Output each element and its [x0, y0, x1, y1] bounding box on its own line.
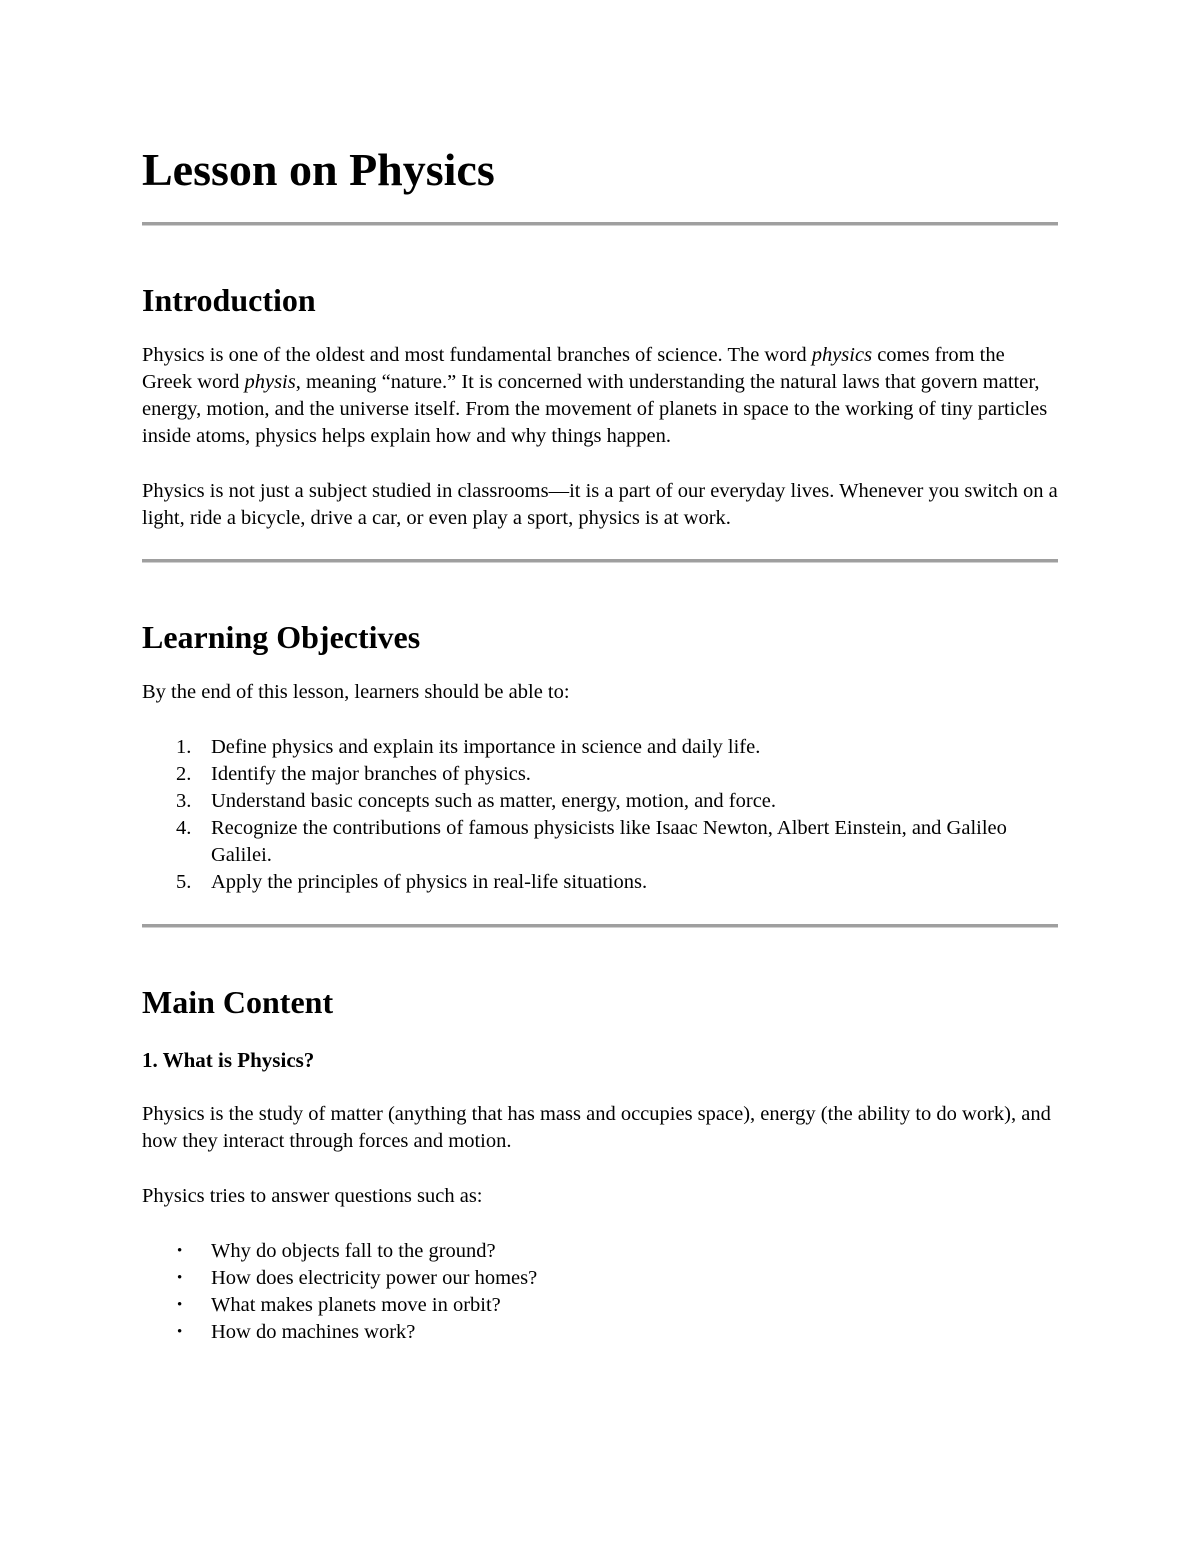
- list-item-text: Identify the major branches of physics.: [211, 763, 531, 785]
- list-item: [142, 761, 1058, 788]
- introduction-paragraph-1: [142, 342, 1058, 450]
- page-title: Lesson on Physics: [142, 144, 495, 195]
- bullet-icon: •: [177, 1324, 183, 1340]
- list-item: [142, 1238, 1058, 1265]
- bullet-icon: •: [177, 1270, 183, 1286]
- list-number: 2.: [176, 763, 192, 785]
- list-item: [142, 1292, 1058, 1319]
- list-item-text: Understand basic concepts such as matter, energy, motion, and force.: [211, 790, 777, 812]
- list-item-text: Apply the principles of physics in real-life situations.: [211, 871, 648, 893]
- subsection-heading: 1. What is Physics?: [142, 1048, 315, 1072]
- text-run: , meaning “nature.” It is concerned with understanding the natural laws that govern matter, energy, motion, and the universe itself. From the movement of planets in space to the working of tiny particles inside atoms, physics helps explain how and why things happen.: [142, 371, 1048, 447]
- text-run: Physics is one of the oldest and most fundamental branches of science. The word: [142, 344, 812, 366]
- list-item: [142, 869, 1058, 896]
- text-run: comes from the Greek word: [142, 344, 1005, 393]
- objectives-intro: By the end of this lesson, learners should be able to:: [142, 681, 570, 703]
- italic-term: physics: [811, 344, 873, 366]
- questions-list: [142, 1238, 1058, 1346]
- list-item: [142, 1265, 1058, 1292]
- list-item-text: Why do objects fall to the ground?: [211, 1240, 496, 1262]
- main-paragraph-1: Physics is the study of matter (anything that has mass and occupies space), energy (the ability to do work), and how they interact through forces and motion.: [142, 1103, 1051, 1152]
- main-content-heading: Main Content: [142, 984, 334, 1020]
- list-number: 5.: [176, 871, 192, 893]
- list-item: [142, 788, 1058, 815]
- list-item-text: Recognize the contributions of famous physicists like Isaac Newton, Albert Einstein, and Galileo Galilei.: [211, 817, 1007, 866]
- list-number: 1.: [176, 736, 192, 758]
- list-number: 4.: [176, 817, 192, 839]
- list-item: [142, 815, 1058, 869]
- list-item-text: How do machines work?: [211, 1321, 416, 1343]
- list-item-text: What makes planets move in orbit?: [211, 1294, 501, 1316]
- introduction-heading: Introduction: [142, 282, 316, 318]
- introduction-paragraph-2: Physics is not just a subject studied in classrooms—it is a part of our everyday lives. Whenever you switch on a light, ride a bicycle, drive a car, or even play a sport, physics is at work.: [142, 480, 1058, 529]
- main-paragraph-2: Physics tries to answer questions such as:: [142, 1185, 483, 1207]
- list-item-text: Define physics and explain its importance in science and daily life.: [211, 736, 761, 758]
- objectives-heading: Learning Objectives: [142, 619, 421, 655]
- bullet-icon: •: [177, 1243, 183, 1259]
- bullet-icon: •: [177, 1297, 183, 1313]
- list-item-text: How does electricity power our homes?: [211, 1267, 538, 1289]
- objectives-list: [142, 734, 1058, 896]
- document-body: [142, 142, 1058, 1346]
- italic-term: physis: [244, 371, 296, 393]
- list-item: [142, 1319, 1058, 1346]
- list-item: [142, 734, 1058, 761]
- list-number: 3.: [176, 790, 192, 812]
